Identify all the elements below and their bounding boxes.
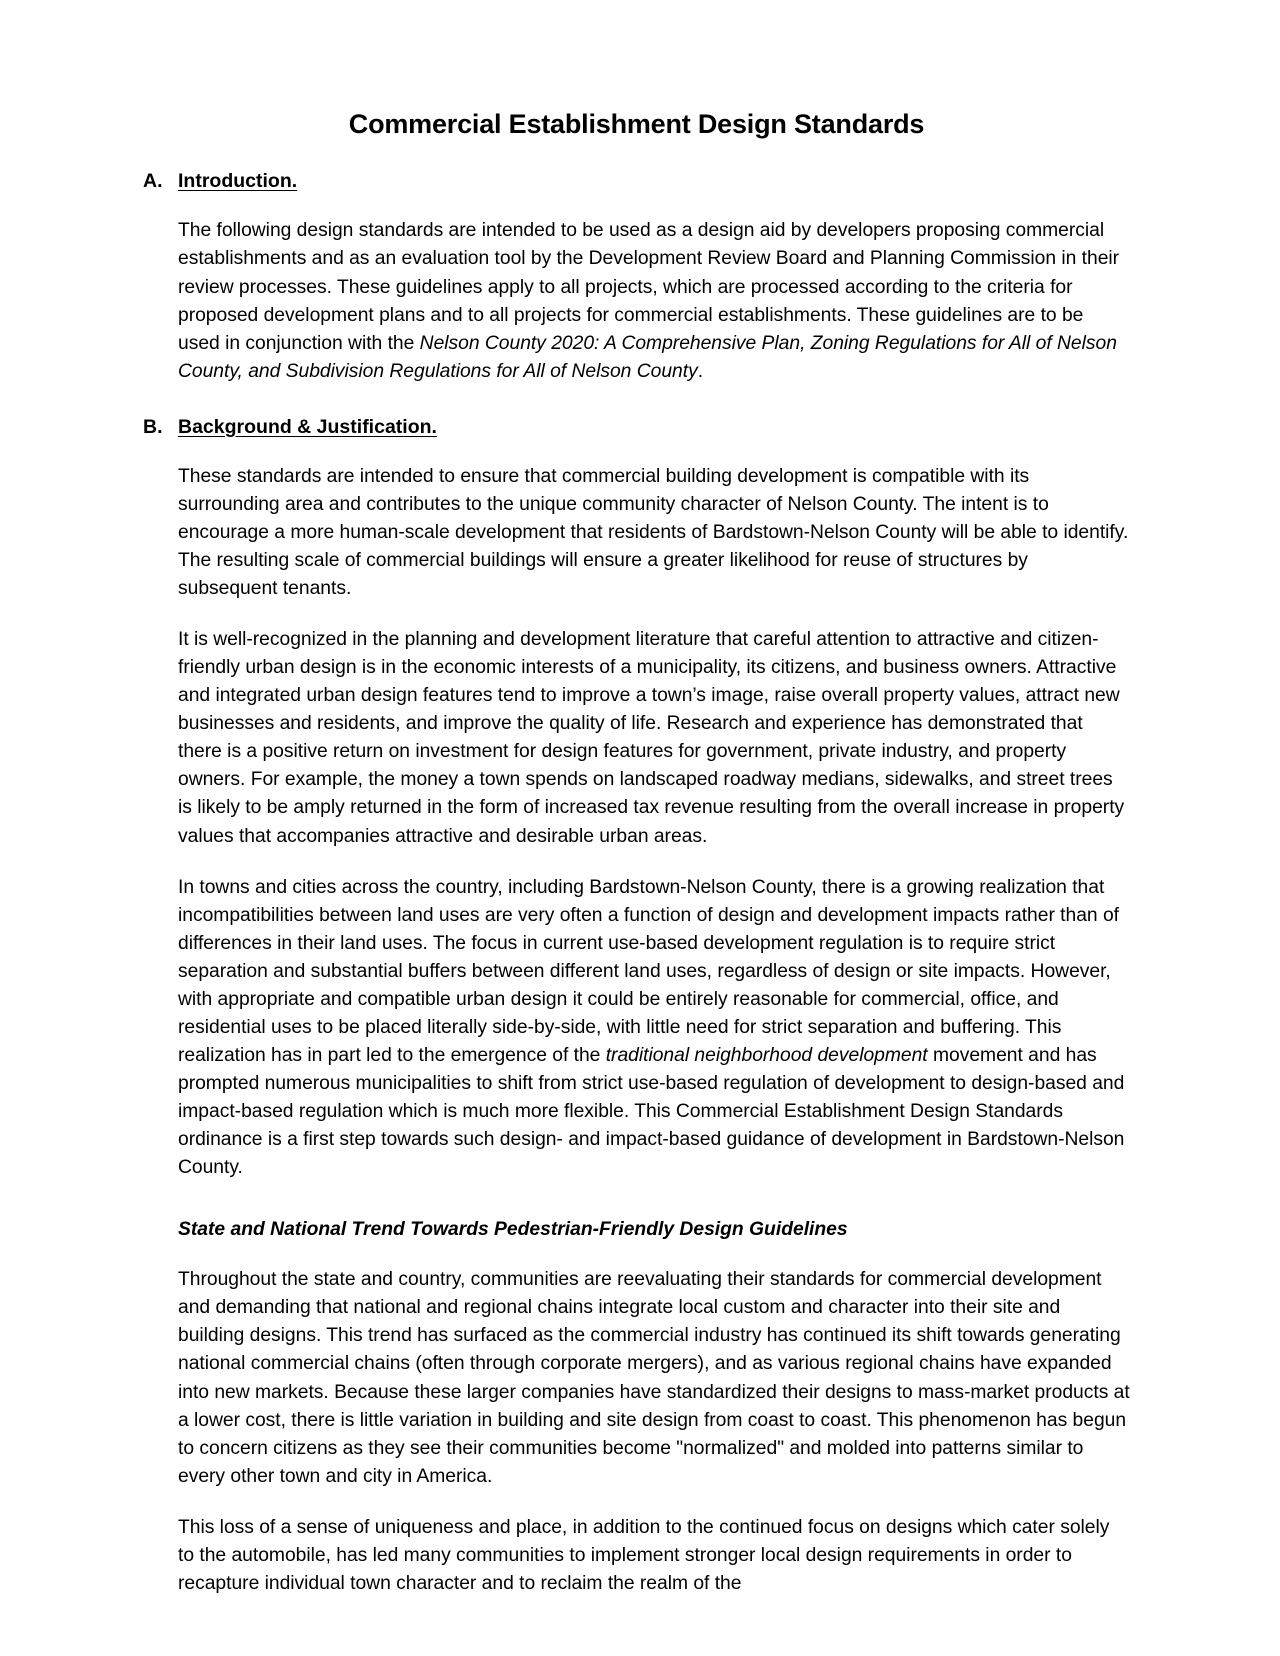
paragraph: These standards are intended to ensure that commercial building development is compatible with its surrounding area and contributes to the unique community character of Nelson County. The intent is to encourage a more human-scale development that residents of Bardstown-Nelson County will be able to identify. The resulting scale of commercial buildings will ensure a greater likelihood for reuse of structures by subsequent tenants. — [178, 465, 1129, 600]
paragraph: It is well-recognized in the planning and development literature that careful attention to attractive and citizen-friendly urban design is in the economic interests of a municipality, its citizens, and business owners. Attractive and integrated urban design features tend to improve a town’s image, raise overall property values, attract new businesses and residents, and improve the quality of life. Research and experience has demonstrated that there is a positive return on investment for design features for government, private industry, and property owners. For example, the money a town spends on landscaped roadway medians, sidewalks, and street trees is likely to be amply returned in the form of increased tax revenue resulting from the overall increase in property values that accompanies attractive and desirable urban areas. — [178, 629, 1125, 847]
italic-text: Nelson County 2020: A Comprehensive Plan, Zoning Regulations for All of Nelson County, and Subdivision Regulations for All of Nelson County — [178, 332, 1117, 382]
section-heading-b — [143, 416, 1130, 439]
paragraph: In towns and cities across the country, including Bardstown-Nelson County, there is a growing realization that incompatibilities between land uses are very often a function of design and development impacts rather than of differences in their land uses. The focus in current use-based development regulation is to require strict separation and substantial buffers between different land uses, regardless of design or site impacts. However, with appropriate and compatible urban design it could be entirely reasonable for commercial, office, and residential uses to be placed literally side-by-side, with little need for strict separation and buffering. This realization has in part led to the emergence of the traditional neighborhood development movement and has prompted numerous municipalities to shift from strict use-based regulation of development to design-based and impact-based regulation which is much more flexible. This Commercial Establishment Design Standards ordinance is a first step towards such design- and impact-based guidance of development in Bardstown-Nelson County. — [178, 876, 1125, 1179]
section-introduction — [143, 170, 1130, 385]
subheading-state-national-trend: State and National Trend Towards Pedestrian-Friendly Design Guidelines — [178, 1219, 848, 1241]
section-background-justification — [143, 416, 1130, 1598]
section-title-introduction: Introduction. — [178, 170, 298, 193]
section-heading-a — [143, 170, 1130, 193]
section-letter-a: A. — [143, 170, 163, 193]
italic-text: traditional neighborhood development — [605, 1044, 928, 1066]
paragraph: Throughout the state and country, communities are reevaluating their standards for commercial development and demanding that national and regional chains integrate local custom and character into their site and building designs. This trend has surfaced as the commercial industry has continued its shift towards generating national commercial chains (often through corporate mergers), and as various regional chains have expanded into new markets. Because these larger companies have standardized their designs to mass-market products at a lower cost, there is little variation in building and site design from coast to coast. This phenomenon has begun to concern citizens as they see their communities become "normalized" and molded into patterns similar to every other town and city in America. — [178, 1269, 1130, 1487]
paragraph: The following design standards are intended to be used as a design aid by developers proposing commercial establishments and as an evaluation tool by the Development Review Board and Planning Commission in their review processes. These guidelines apply to all projects, which are processed according to the criteria for proposed development plans and to all projects for commercial establishments. These guidelines are to be used in conjunction with the Nelson County 2020: A Comprehensive Plan, Zoning Regulations for All of Nelson County, and Subdivision Regulations for All of Nelson County. — [178, 220, 1120, 382]
section-b-body — [178, 463, 1130, 1598]
section-title-background-justification: Background & Justification. — [178, 415, 437, 438]
section-letter-b: B. — [143, 415, 163, 438]
paragraph: This loss of a sense of uniqueness and place, in addition to the continued focus on designs which cater solely to the automobile, has led many communities to implement stronger local design requirements in order to recapture individual town character and to reclaim the realm of the — [178, 1516, 1110, 1594]
page-title: Commercial Establishment Design Standards — [348, 109, 925, 139]
section-a-body — [178, 217, 1130, 385]
